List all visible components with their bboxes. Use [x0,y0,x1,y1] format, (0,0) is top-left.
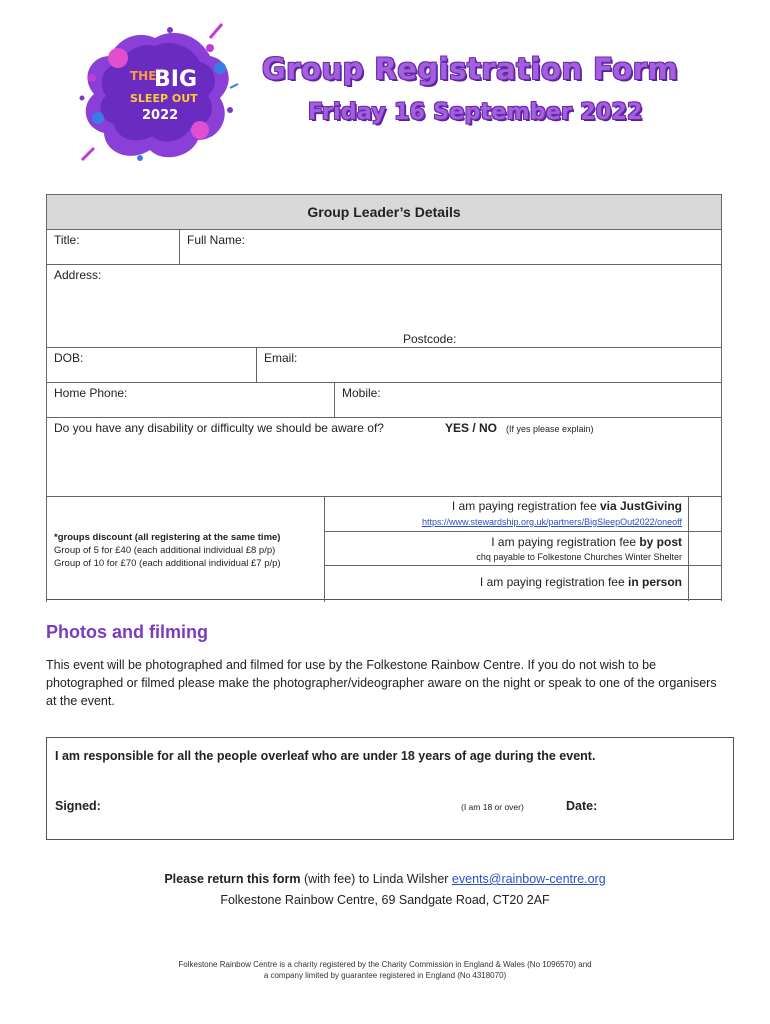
return-bold: Please return this form [164,872,301,886]
cheque-note: chq payable to Folkestone Churches Winter Shelter [476,552,682,562]
title-field[interactable] [46,229,180,265]
in-person-checkbox[interactable] [688,565,722,601]
return-email-link[interactable]: events@rainbow-centre.org [451,872,606,886]
pay-person-text: I am paying registration fee [479,575,628,589]
photos-heading: Photos and filming [46,622,208,642]
responsibility-box [46,737,734,840]
pay-post-text: I am paying registration fee [491,535,640,549]
discount-line-1: Group of 5 for £40 (each additional individual £8 p/p) [54,545,276,556]
age-note: (I am 18 or over) [461,802,524,812]
section-title: Group Leader’s Details [46,194,722,230]
logo-year: 2022 [142,108,179,123]
mobile-label: Mobile: [342,386,381,400]
dob-label: DOB: [54,351,84,365]
page-title: Group Registration Form [262,52,679,86]
home-phone-label: Home Phone: [54,386,128,400]
address-label: Address: [54,268,102,282]
charity-line-1: Folkestone Rainbow Centre is a charity registered by the Charity Commission in England & Wales (No 1096570) and [178,960,592,969]
return-text: (with fee) to Linda Wilsher [300,872,452,886]
return-address: Folkestone Rainbow Centre, 69 Sandgate Road, CT20 2AF [220,893,550,907]
pay-in-person-row [324,565,689,601]
charity-line-2: a company limited by guarantee registered in England (No 4318070) [263,971,507,980]
email-field[interactable] [256,347,722,383]
discount-title: *groups discount (all registering at the same time) [54,532,281,543]
home-phone-field[interactable] [46,382,335,418]
disability-field[interactable] [46,417,722,497]
logo-sleep-out: SLEEP OUT [130,92,198,105]
title-label: Title: [54,233,80,247]
justgiving-checkbox[interactable] [688,496,722,532]
email-label: Email: [264,351,298,365]
pay-justgiving-bold: via JustGiving [599,499,682,513]
responsibility-statement: I am responsible for all the people overleaf who are under 18 years of age during the event. [55,749,596,763]
signed-label: Signed: [55,799,101,813]
post-checkbox[interactable] [688,531,722,566]
disability-question: Do you have any disability or difficulty we should be aware of? [54,421,384,435]
event-date: Friday 16 September 2022 [308,100,643,125]
pay-post-row [324,531,689,566]
full-name-label: Full Name: [187,233,246,247]
justgiving-link[interactable]: https://www.stewardship.org.uk/partners/BigSleepOut2022/oneoff [422,517,682,527]
pay-justgiving-text: I am paying registration fee [451,499,600,513]
address-field[interactable] [46,264,722,348]
signature-field[interactable] [147,796,447,816]
pay-person-bold: in person [627,575,682,589]
big-sleep-out-logo [70,18,240,168]
discount-info [46,496,325,602]
pay-post-bold: by post [639,535,682,549]
full-name-field[interactable] [179,229,722,265]
date-field[interactable] [607,796,717,816]
dob-field[interactable] [46,347,257,383]
logo-big: BIG [154,67,198,92]
yes-explain-note: (If yes please explain) [506,424,594,434]
date-label: Date: [566,799,598,813]
mobile-field[interactable] [334,382,722,418]
photos-text: This event will be photographed and filmed for use by the Folkestone Rainbow Centre. If you do not wish to be photographed or filmed please make the photographer/videographer aware on the night or speak to one of the organisers at the event. [46,658,717,708]
pay-justgiving-row [324,496,689,532]
yes-no-option[interactable]: YES / NO [445,421,498,435]
postcode-label: Postcode: [403,332,457,346]
logo-the: THE [130,69,157,83]
discount-line-2: Group of 10 for £70 (each additional individual £7 p/p) [54,558,281,569]
return-instructions [0,872,770,886]
group-leader-form [46,194,722,600]
